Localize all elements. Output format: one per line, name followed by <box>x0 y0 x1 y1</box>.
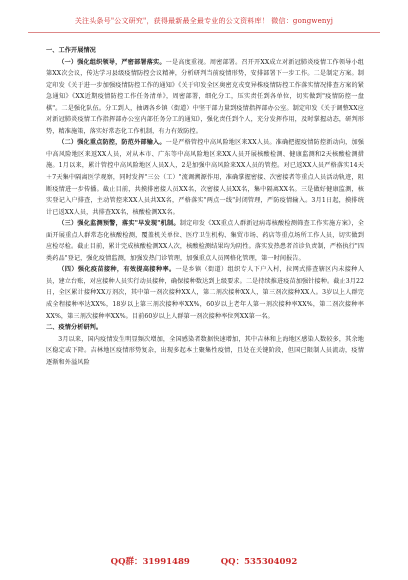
footer-qq: QQ：535304092 <box>220 557 298 567</box>
paragraph-3 <box>46 218 364 264</box>
paragraph-4 <box>46 264 364 322</box>
paragraph-3-lead: （三）强化监测预警，落实"早发现"机制。 <box>58 220 180 228</box>
paragraph-1-lead: （一）强化组织领导，严密部署落实。 <box>58 58 166 66</box>
page-footer <box>0 555 408 567</box>
paragraph-4-lead: （四）强化疫苗接种，有效提高接种率。 <box>58 266 176 274</box>
section-title-2: 二、疫情分析研判。 <box>46 324 103 332</box>
paragraph-3-body: 制定印发《XX重点人群新冠病毒核酸检测筛查工作实施方案》，全面开展重点人群常态化核酸检测，覆盖机关单位、医疗卫生机构、集贸市场、药店等重点场所工作人员，切实做到应检尽检。截止目前，累计完成核酸检测XX人次，核酸检测结果均为阴性。落实发热患者首诊负责制，严格执行"四类药品"登记，强化疫情监测，加强发热门诊管理，加强重点人员网格化管理，第一时间报告。 <box>46 220 364 262</box>
paragraph-5: 3月以来，国内疫情发生明显频次增加，全国感染者数据快速增加，其中吉林和上海地区感染人数较多，其余地区稳定或下降。吉林地区疫情形势复杂，出现多起本土聚集性疫情，且处在关键阶段，但国已限制人员流动，疫情逐渐和外溢风险 <box>46 335 364 366</box>
footer-qq-group: QQ群：31991489 <box>110 557 190 567</box>
paragraph-1-body: 一是高度重视。周密部署。召开开XX成立对新冠肺炎疫情工作领导小组第XX次会议，传达学习县级疫情防控会议精神，分析研判当前疫情形势，安排部署下一步工作。二是制定方案。制定印发《关于进一步加强疫情防控工作的通知》《关于印发全区奥密克戎变异株疫情防控工作落实情况排查方案的紧急通知》《XX近期疫情防控工作任务清单》，周密部署，细化分工，压实责任到各单位，切实做到"疫情防控一盘棋"。二是强化队伍。分工到人，抽调各乡镇（街道）中坚干部力量到疫情指挥部办公室。制定印发《关于调整XX应对新冠肺炎疫情工作指挥部办公室内部任务分工的通知》，强化责任到个人，充分发挥作用，及时掌握动态，研判形势，精准施策，落实好常态化工作机制，有力有效防控。 <box>46 58 364 135</box>
paragraph-1 <box>46 57 364 138</box>
paragraph-4-body: 一是乡镇（街道）组织专人下户入村，拉网式排查辖区内未接种人员，建立台账，对应接种人员实行动员接种，确保接种数达到上级要求。二是持续推进疫苗加强针接种。截止3月22日，全区累计接种XX万剂次，其中第一剂次接种XX人，第二剂次接种XX人，第三剂次接种XX人。3岁以上人群完成全程接种率达XX%，18岁以上第三剂次接种率XX%，60岁以上老年人第一剂次接种率XX%，第二剂次接种率XX%，第三剂次接种率XX%。目前60岁以上人群第一剂次接种率位列XX第一名。 <box>46 266 364 320</box>
paragraph-2-lead: （二）强化重点防控，防范外部输入。 <box>58 139 166 147</box>
section-title-1: 一、工作开展情况 <box>46 47 96 54</box>
page-header: 关注头条号"公文研究"，获得最新最全最专业的公文资料库！ 微信：gongwenyj <box>28 12 380 33</box>
paragraph-2-body: 一是严格管控中高风险地区来XX人员。准确把握疫情防控新动向，加强中高风险地区来返XX人员，对从本市、广东等中高风险地区来XX人员开展核酸检测、健康监测和2天核酸检测措施。1月以来，累计管控中高风险地区人员X人，2是加强中高风险来XX人员的管控。对已返XX人员严格落实14天＋7天集中隔离医学观察，同时发挥"三公（工）"流调溯源作用，准确掌握密接、次密接者等重点人员活动轨迹，阻断疫情进一步传播。截止目前，共摸排密接人员XX名，次密接人员XX名，集中隔离XX名。三是做好健康监测，核实登记入户排查，主动管控来XX人员共XX名，严格落实"两点一线"封闭管理，严防疫情输入。3月1日起，摸排统计已返XX人员，共排查XX名，核酸检测XX名。 <box>46 139 364 216</box>
document-body <box>46 45 364 368</box>
paragraph-2 <box>46 137 364 218</box>
